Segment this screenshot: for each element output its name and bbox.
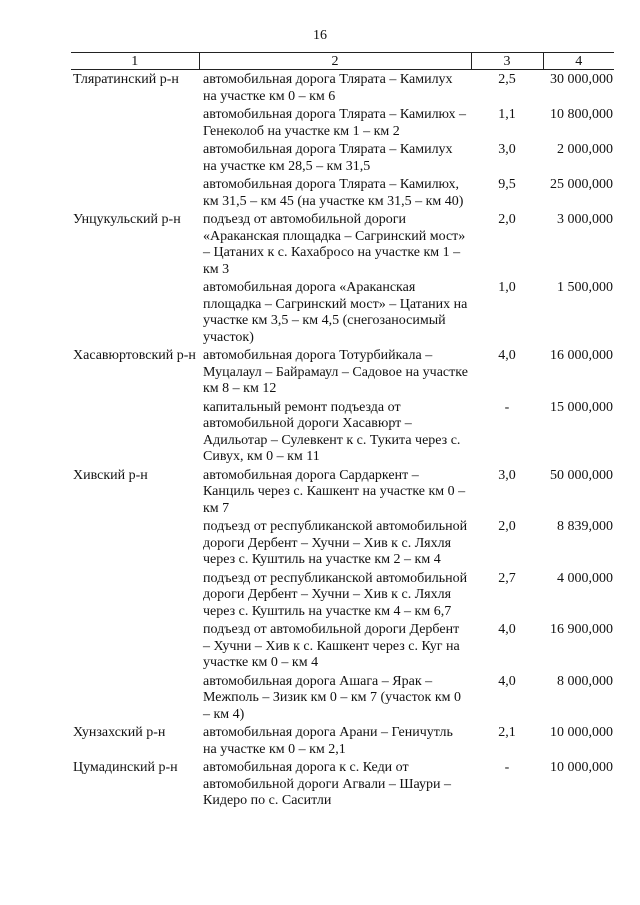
district-cell (71, 140, 199, 175)
amount-cell: 2 000,000 (557, 142, 613, 157)
district-cell: Хивский р-н (73, 467, 148, 483)
description-cell: автомобильная дорога «Араканская площадка – Сагринский мост» – Цатаних на участке км 3,5 – км 4,5 (снегозаносимый участок) (203, 280, 468, 345)
table-row (71, 105, 614, 140)
description-cell: подъезд от республиканской автомобильной дороги Дербент – Хучни – Хив к с. Ляхля через с. Куштиль на участке км 4 – км 6,7 (203, 570, 468, 619)
district-cell (71, 672, 199, 724)
length-cell: 3,0 (498, 142, 516, 157)
amount-cell: 30 000,000 (550, 72, 613, 87)
district-cell (71, 517, 199, 569)
length-cell: 2,1 (498, 725, 516, 740)
table-row (71, 569, 614, 621)
table-header-row (71, 53, 614, 70)
district-cell (71, 620, 199, 672)
amount-cell: 10 000,000 (550, 725, 613, 740)
district-cell: Цумадинский р-н (73, 760, 178, 775)
length-cell: 4,0 (498, 673, 516, 689)
district-cell (71, 398, 199, 466)
length-cell: 1,1 (498, 107, 516, 122)
amount-cell: 8 839,000 (557, 519, 613, 534)
amount-cell: 8 000,000 (557, 673, 613, 689)
district-cell: Хунзахский р-н (73, 725, 166, 740)
description-cell: автомобильная дорога Ашага – Ярак – Межполь – Зизик км 0 – км 7 (участок км 0 – км 4) (203, 673, 462, 722)
amount-cell: 4 000,000 (557, 570, 613, 586)
district-cell (71, 105, 199, 140)
amount-cell: 10 800,000 (550, 107, 613, 122)
district-cell (71, 278, 199, 346)
description-cell: автомобильная дорога Сардаркент – Канциль через с. Кашкент на участке км 0 – км 7 (203, 467, 466, 516)
description-cell: автомобильная дорога Тлярата – Камилух на участке км 28,5 – км 31,5 (203, 142, 453, 174)
length-cell: - (504, 399, 510, 415)
district-cell (71, 569, 199, 621)
table-row (71, 278, 614, 346)
amount-cell: 3 000,000 (557, 212, 613, 227)
table-row (71, 70, 614, 106)
table-row (71, 346, 614, 398)
length-cell: 2,0 (498, 212, 516, 227)
table-row (71, 517, 614, 569)
header-col-2: 2 (199, 53, 471, 70)
length-cell: 2,5 (498, 72, 516, 87)
table-row (71, 210, 614, 278)
description-cell: подъезд от республиканской автомобильной дороги Дербент – Хучни – Хив к с. Ляхля через с. Куштиль на участке км 2 – км 4 (203, 519, 468, 567)
table-row (71, 672, 614, 724)
header-col-3: 3 (471, 53, 543, 70)
length-cell: 4,0 (498, 348, 516, 363)
description-cell: подъезд от автомобильной дороги «Араканская площадка – Сагринский мост» – Цатаних к с. Кахабросо на участке км 1 – км 3 (203, 212, 466, 277)
amount-cell: 16 000,000 (550, 348, 613, 363)
length-cell: 2,7 (498, 570, 516, 586)
amount-cell: 50 000,000 (550, 467, 613, 483)
length-cell: 2,0 (498, 519, 516, 534)
length-cell: 9,5 (498, 177, 516, 192)
amount-cell: 1 500,000 (557, 280, 613, 295)
district-cell: Унцукульский р-н (73, 212, 181, 227)
length-cell: 3,0 (498, 467, 516, 483)
table-row (71, 140, 614, 175)
description-cell: автомобильная дорога Тотурбийкала – Муцалаул – Байрамаул – Садовое на участке км 8 – км 12 (203, 348, 468, 396)
page-number: 16 (313, 28, 327, 43)
length-cell: 4,0 (498, 622, 516, 637)
table-row (71, 723, 614, 758)
description-cell: автомобильная дорога Арани – Геничутль на участке км 0 – км 2,1 (203, 725, 453, 757)
header-col-4: 4 (543, 53, 614, 70)
district-cell (71, 175, 199, 210)
amount-cell: 10 000,000 (550, 760, 613, 775)
header-col-1: 1 (71, 53, 199, 70)
table-body (71, 70, 614, 810)
table-row (71, 466, 614, 518)
amount-cell: 25 000,000 (550, 177, 613, 192)
funding-table (71, 52, 614, 810)
description-cell: автомобильная дорога Тлярата – Камилух на участке км 0 – км 6 (203, 72, 453, 104)
district-cell: Хасавюртовский р-н (73, 348, 196, 363)
length-cell: 1,0 (498, 280, 516, 295)
length-cell: - (504, 760, 510, 775)
district-cell: Тляратинский р-н (73, 72, 179, 87)
table-row (71, 758, 614, 810)
description-cell: автомобильная дорога Тлярата – Камилюх, км 31,5 – км 45 (на участке км 31,5 – км 40) (203, 177, 464, 209)
table-row (71, 175, 614, 210)
table-row (71, 620, 614, 672)
description-cell: автомобильная дорога Тлярата – Камилюх – Генеколоб на участке км 1 – км 2 (203, 107, 466, 139)
description-cell: капитальный ремонт подъезда от автомобильной дороги Хасавюрт – Адильотар – Сулевкент к с. Тукита через с. Сивух, км 0 – км 11 (203, 399, 461, 464)
amount-cell: 15 000,000 (550, 399, 613, 415)
table-row (71, 398, 614, 466)
amount-cell: 16 900,000 (550, 622, 613, 637)
description-cell: подъезд от автомобильной дороги Дербент – Хучни – Хив к с. Кашкент через с. Куг на участке км 0 – км 4 (203, 622, 460, 670)
description-cell: автомобильная дорога к с. Кеди от автомобильной дороги Агвали – Шаури – Кидеро по с. Саситли (203, 760, 452, 808)
